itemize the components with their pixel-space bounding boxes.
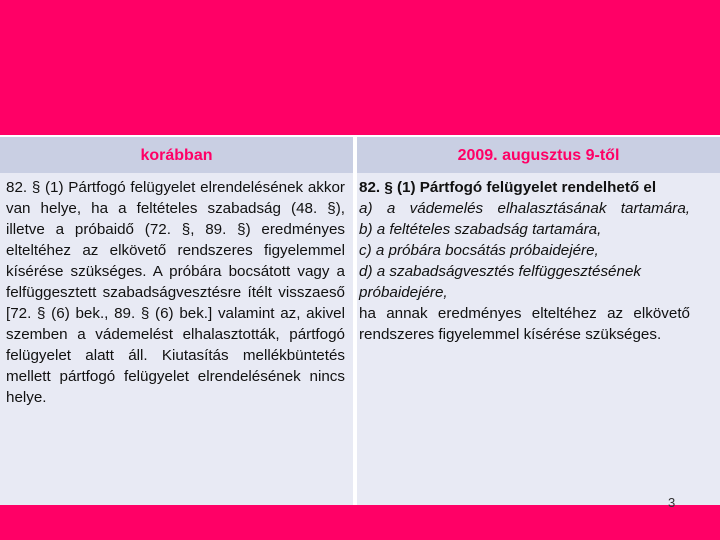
right-column bbox=[357, 173, 720, 505]
slide-bottom-band bbox=[0, 505, 720, 540]
left-column bbox=[0, 173, 353, 505]
list-item-d: d) a szabadságvesztés felfüggesztésének próbaidejére, bbox=[359, 263, 641, 301]
previous-law-text: 82. § (1) Pártfogó felügyelet elrendelésének akkor van helye, ha a feltételes szabadság (48. §), illetve a próbaidő (72. §, 89. §) eredményes elteltéhez az elkövető rendszeres figyelemmel kísérése szükséges. A próbára bocsátott vagy a felfüggesztett szabadságvesztésre ítélt visszaeső [72. § (6) bek., 89. § (6) bek.] valamint az, akivel szemben a vádemelést elhalasztották, pártfogó felügyelet alatt áll. Kiutasítás mellékbüntetés mellett pártfogó felügyelet elrendelésének nincs helye. bbox=[6, 179, 345, 406]
list-item-a: a) a vádemelés elhalasztásának tartamára, bbox=[359, 200, 690, 217]
new-law-intro: 82. § (1) Pártfogó felügyelet rendelhető el bbox=[359, 179, 657, 196]
list-item-b: b) a feltételes szabadság tartamára, bbox=[359, 221, 602, 238]
new-law-closing: ha annak eredményes elteltéhez az elkövető rendszeres figyelemmel kísérése szükséges. bbox=[359, 305, 690, 343]
page-number: 3 bbox=[668, 495, 676, 510]
column-divider bbox=[353, 135, 357, 505]
list-item-c: c) a próbára bocsátás próbaidejére, bbox=[359, 242, 599, 259]
column-header-before: korábban bbox=[0, 135, 353, 175]
column-header-after: 2009. augusztus 9-től bbox=[357, 135, 720, 175]
